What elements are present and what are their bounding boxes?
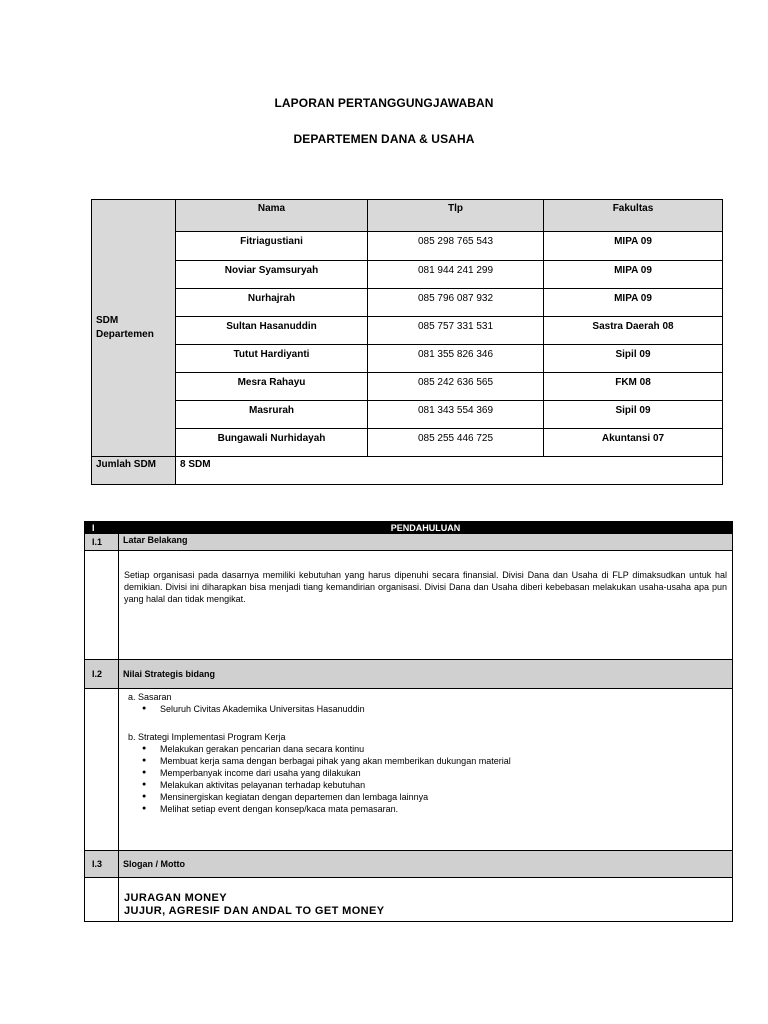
nilai-number: I.2 xyxy=(85,660,119,689)
slogan-header-row xyxy=(85,851,733,878)
list-item: ● Memperbanyak income dari usaha yang dilakukan xyxy=(160,767,727,779)
header-nama: Nama xyxy=(176,200,368,232)
list-item: ● Melihat setiap event dengan konsep/kaca mata pemasaran. xyxy=(160,803,727,815)
slogan-number: I.3 xyxy=(85,851,119,878)
table-row xyxy=(92,429,723,457)
member-faculty: Sipil 09 xyxy=(544,345,723,373)
section-title: PENDAHULUAN xyxy=(119,522,733,534)
section-number: I xyxy=(85,522,119,534)
table-row xyxy=(92,261,723,289)
slogan-label: Slogan / Motto xyxy=(119,851,733,878)
member-faculty: MIPA 09 xyxy=(544,261,723,289)
member-name: Mesra Rahayu xyxy=(176,373,368,401)
latar-body-row xyxy=(85,551,733,660)
list-item: ● Membuat kerja sama dengan berbagai pihak yang akan memberikan dukungan material xyxy=(160,755,727,767)
report-subtitle: DEPARTEMEN DANA & USAHA xyxy=(293,132,475,146)
nilai-header-row xyxy=(85,660,733,689)
member-name: Fitriagustiani xyxy=(176,232,368,261)
member-name: Masrurah xyxy=(176,401,368,429)
motto-line-1: JURAGAN MONEY xyxy=(124,892,227,904)
member-phone: 081 944 241 299 xyxy=(368,261,544,289)
member-phone: 081 343 554 369 xyxy=(368,401,544,429)
member-phone: 081 355 826 346 xyxy=(368,345,544,373)
sdm-side-label: SDM Departemen xyxy=(92,200,176,457)
member-name: Nurhajrah xyxy=(176,289,368,317)
nilai-body-row xyxy=(85,689,733,851)
sdm-table xyxy=(91,199,723,485)
latar-number: I.1 xyxy=(85,534,119,551)
list-item: ● Melakukan gerakan pencarian dana secara kontinu xyxy=(160,743,727,755)
header-tlp: Tlp xyxy=(368,200,544,232)
sasaran-list xyxy=(124,703,727,715)
motto-line-2: JUJUR, AGRESIF DAN ANDAL TO GET MONEY xyxy=(124,905,385,917)
header-fakultas: Fakultas xyxy=(544,200,723,232)
member-name: Tutut Hardiyanti xyxy=(176,345,368,373)
member-name: Bungawali Nurhidayah xyxy=(176,429,368,457)
member-faculty: Sastra Daerah 08 xyxy=(544,317,723,345)
slogan-body-row xyxy=(85,878,733,922)
member-name: Sultan Hasanuddin xyxy=(176,317,368,345)
jumlah-value: 8 SDM xyxy=(176,457,723,485)
list-item: ● Melakukan aktivitas pelayanan terhadap kebutuhan xyxy=(160,779,727,791)
member-faculty: Akuntansi 07 xyxy=(544,429,723,457)
member-phone: 085 242 636 565 xyxy=(368,373,544,401)
member-phone: 085 796 087 932 xyxy=(368,289,544,317)
member-faculty: Sipil 09 xyxy=(544,401,723,429)
table-row xyxy=(92,232,723,261)
member-faculty: MIPA 09 xyxy=(544,232,723,261)
table-row xyxy=(92,373,723,401)
strategi-list xyxy=(124,743,727,815)
table-row xyxy=(92,401,723,429)
jumlah-row xyxy=(92,457,723,485)
latar-header-row xyxy=(85,534,733,551)
sasaran-label: a. Sasaran xyxy=(128,692,172,702)
member-faculty: FKM 08 xyxy=(544,373,723,401)
jumlah-label: Jumlah SDM xyxy=(92,457,176,485)
nilai-label: Nilai Strategis bidang xyxy=(119,660,733,689)
latar-label: Latar Belakang xyxy=(119,534,733,551)
pendahuluan-table xyxy=(84,521,733,922)
latar-text: Setiap organisasi pada dasarnya memiliki kebutuhan yang harus dipenuhi secara finansial. Divisi Dana dan Usaha di FLP dimaksudkan untuk hal demikian. Divisi ini diharapkan bisa menjadi tiang kemandirian organisasi. Divisi Dana dan Usaha diberi kebebasan melakukan usaha-usaha apa pun yang halal dan tidak mengikat. xyxy=(124,570,727,604)
table-row xyxy=(92,289,723,317)
member-phone: 085 757 331 531 xyxy=(368,317,544,345)
member-faculty: MIPA 09 xyxy=(544,289,723,317)
list-item: ● Seluruh Civitas Akademika Universitas Hasanuddin xyxy=(160,703,727,715)
section-header-row xyxy=(85,522,733,534)
member-phone: 085 298 765 543 xyxy=(368,232,544,261)
table-row xyxy=(92,317,723,345)
member-name: Noviar Syamsuryah xyxy=(176,261,368,289)
strategi-label: b. Strategi Implementasi Program Kerja xyxy=(128,732,286,742)
list-item: ● Mensinergiskan kegiatan dengan departemen dan lembaga lainnya xyxy=(160,791,727,803)
member-phone: 085 255 446 725 xyxy=(368,429,544,457)
table-row xyxy=(92,345,723,373)
report-title: LAPORAN PERTANGGUNGJAWABAN xyxy=(274,96,494,110)
